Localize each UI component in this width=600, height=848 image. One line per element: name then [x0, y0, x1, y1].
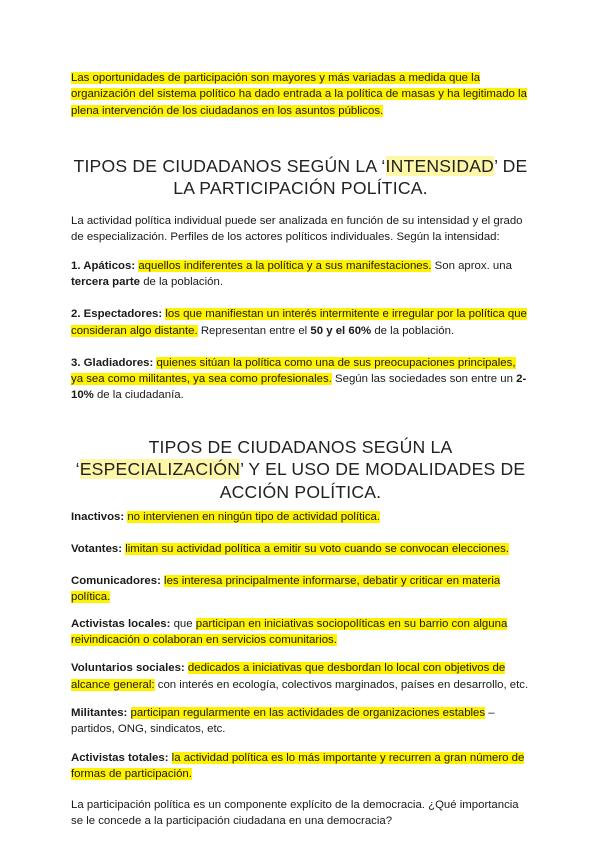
- specialization-item-inactivos: Inactivos: no intervienen en ningún tipo de actividad política.: [71, 510, 381, 523]
- section2-heading: TIPOS DE CIUDADANOS SEGÚN LA ‘ESPECIALIZACIÓN’ Y EL USO DE MODALIDADES DE ACCIÓN POLÍTICA.: [75, 436, 526, 502]
- intro-paragraph: [71, 70, 530, 119]
- section1-intro: La actividad política individual puede ser analizada en función de su intensidad y el grado de especialización. Perfiles de los actores políticos individuales. Según la intensidad:: [71, 215, 523, 244]
- specialization-item-activistas-locales: Activistas locales: que participan en iniciativas sociopolíticas en su barrio con alguna reivindicación o colaboran en servicios comunitarios.: [71, 617, 508, 647]
- intensity-item-espectadores: 2. Espectadores: los que manifiestan un interés intermitente e irregular por la política que consideran algo distante. Representan entre el 50 y el 60% de la población.: [71, 308, 527, 337]
- specialization-item-votantes: Votantes: limitan su actividad política a emitir su voto cuando se convocan elecciones.: [71, 542, 509, 555]
- specialization-item-comunicadores: Comunicadores: les interesa principalmente informarse, debatir y criticar en materia política.: [71, 575, 501, 604]
- specialization-item-militantes: Militantes: participan regularmente en las actividades de organizaciones estables –partidos, ONG, sindicatos, etc.: [71, 706, 495, 736]
- specialization-item-activistas-totales: Activistas totales: la actividad política es lo más importante y recurren a gran número de formas de participación.: [71, 751, 525, 780]
- intensity-item-gladiadores: 3. Gladiadores: quienes sitúan la política como una de sus preocupaciones principales, ya sea como militantes, ya sea como profesionales. Según las sociedades son entre un 2-10% de la ciudadanía.: [71, 356, 527, 402]
- closing-paragraph: La participación política es un componente explícito de la democracia. ¿Qué importancia se le concede a la participación ciudadana en una democracia?: [71, 799, 519, 828]
- intensity-item-apaticos: 1. Apáticos: aquellos indiferentes a la política y a sus manifestaciones. Son aprox. una tercera parte de la población.: [71, 259, 512, 288]
- specialization-item-voluntarios: Voluntarios sociales: dedicados a iniciativas que desbordan lo local con objetivos de alcance general: con interés en ecología, colectivos marginados, países en desarrollo, etc.: [71, 662, 529, 691]
- section1-heading: TIPOS DE CIUDADANOS SEGÚN LA ‘INTENSIDAD’ DE LA PARTICIPACIÓN POLÍTICA.: [73, 155, 528, 199]
- section2-heading-highlight: ESPECIALIZACIÓN: [79, 459, 241, 480]
- intro-highlight: Las oportunidades de participación son mayores y más variadas a medida que la organización del sistema político ha dado entrada a la política de masas y ha legitimado la plena intervención de los ciudadanos en los asuntos públicos.: [71, 72, 527, 117]
- section1-heading-highlight: INTENSIDAD: [385, 155, 495, 176]
